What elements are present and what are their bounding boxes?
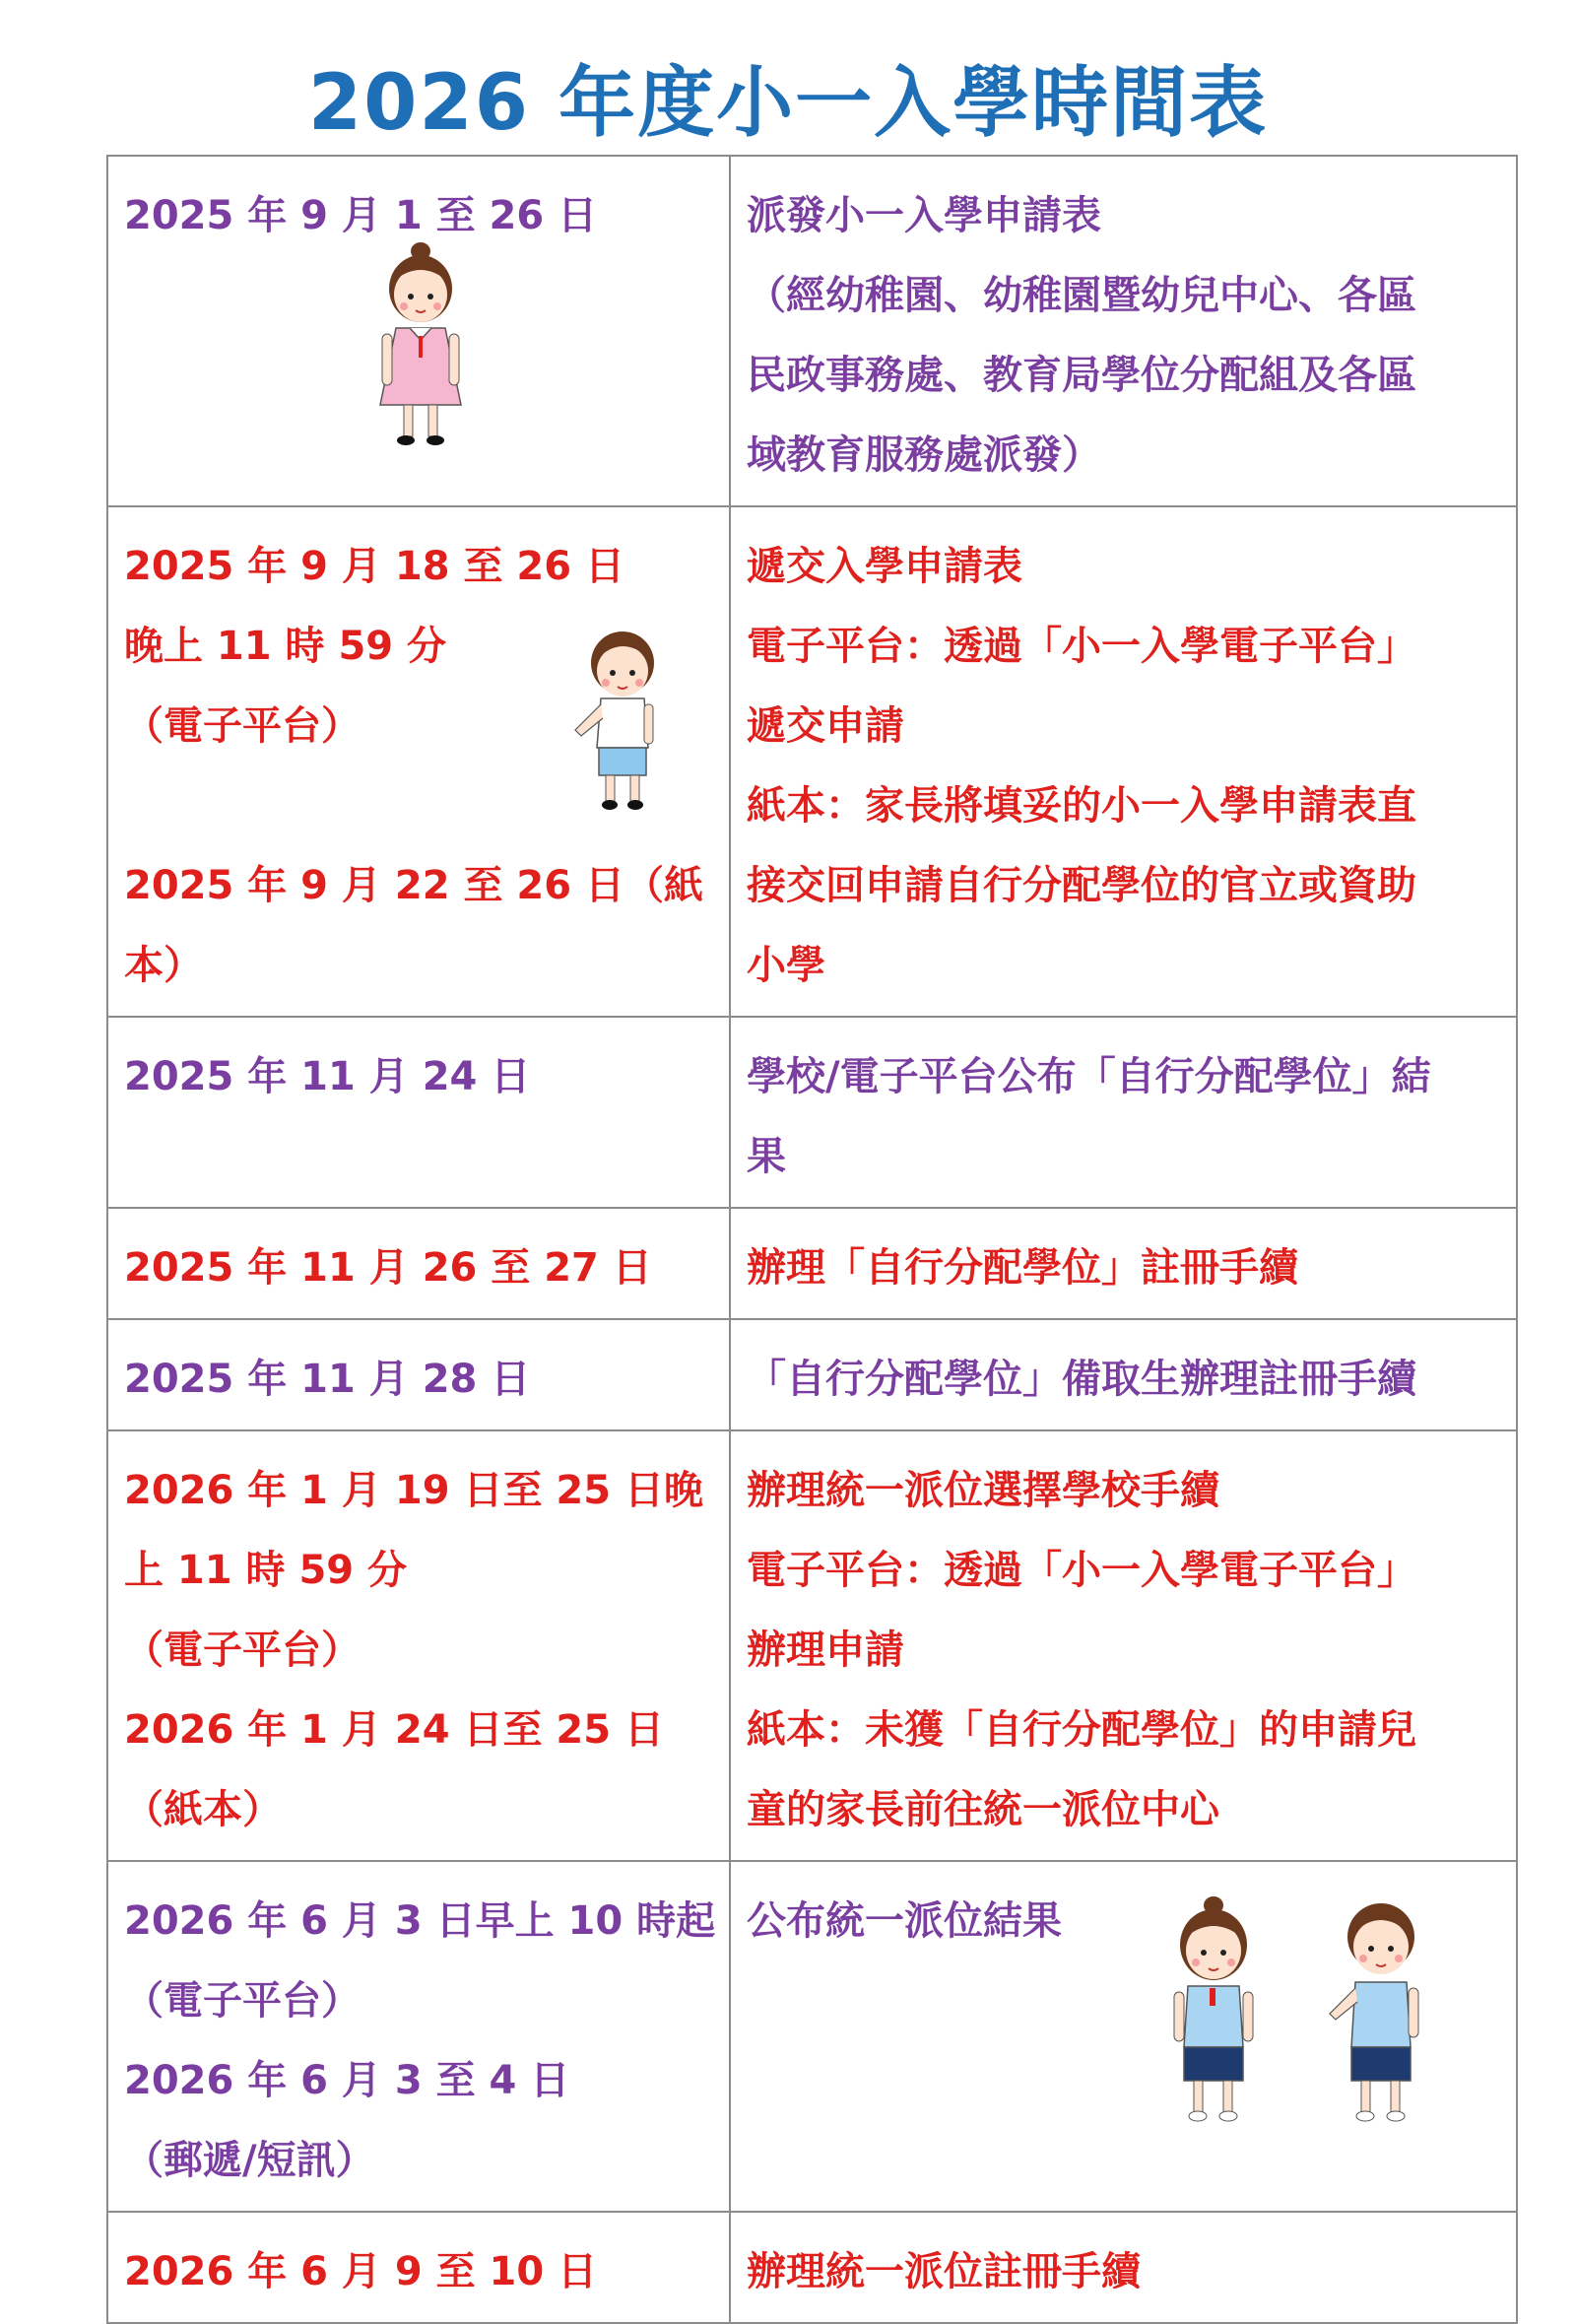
description-cell [730,1861,1517,2212]
description-cell [730,1208,1517,1319]
date-line: （電子平台） [124,703,361,749]
date-line: 2025 年 9 月 18 至 26 日 [124,544,624,589]
description-line: 電子平台：透過「小一入學電子平台」 [747,1548,1416,1593]
description-line: （經幼稚園、幼稚園暨幼兒中心、各區 [747,273,1416,318]
table-row [107,1208,1517,1319]
table-row [107,1017,1517,1208]
girl-pink-dress-icon [366,237,475,454]
description-line: 童的家長前往統一派位中心 [747,1787,1219,1832]
table-row [107,1430,1517,1861]
date-line: 2025 年 11 月 26 至 27 日 [124,1245,652,1291]
date-line: 上 11 時 59 分 [124,1548,408,1593]
description-cell [730,1319,1517,1430]
description-cell [730,156,1517,506]
boy-waving-icon [561,624,670,821]
date-line: 2026 年 6 月 3 至 4 日 [124,2058,570,2103]
date-cell [107,506,730,1017]
description-line: 辦理統一派位註冊手續 [747,2249,1141,2294]
date-cell [107,1861,730,2212]
date-cell [107,1319,730,1430]
description-line: 紙本：未獲「自行分配學位」的申請兒 [747,1707,1416,1753]
date-line: 2025 年 11 月 24 日 [124,1054,531,1099]
date-line: （電子平台） [124,1978,361,2024]
date-line: 本） [124,943,203,988]
date-cell [107,2212,730,2323]
date-line: （紙本） [124,1787,282,1832]
description-cell [730,506,1517,1017]
description-line: 遞交入學申請表 [747,544,1022,589]
table-row [107,506,1517,1017]
description-cell [730,1430,1517,1861]
date-line: 2026 年 1 月 19 日至 25 日晚 [124,1468,703,1513]
description-line: 接交回申請自行分配學位的官立或資助 [747,863,1416,908]
description-line: 紙本：家長將填妥的小一入學申請表直 [747,783,1416,829]
schedule-table [106,155,1518,2324]
description-line: 學校/電子平台公布「自行分配學位」結 [747,1054,1431,1099]
description-line: 遞交申請 [747,703,904,749]
description-line: 派發小一入學申請表 [747,193,1101,238]
description-cell [730,1017,1517,1208]
description-line: 域教育服務處派發） [747,432,1101,478]
date-line: 2026 年 6 月 9 至 10 日 [124,2249,598,2294]
description-line: 小學 [747,943,825,988]
description-line: 公布統一派位結果 [747,1898,1062,1944]
table-row [107,1861,1517,2212]
description-line: 民政事務處、教育局學位分配組及各區 [747,353,1416,398]
table-row [107,2212,1517,2323]
table-row [107,156,1517,506]
date-line: 2026 年 6 月 3 日早上 10 時起 [124,1898,716,1944]
date-cell [107,1430,730,1861]
date-line: 2025 年 9 月 22 至 26 日（紙 [124,863,703,908]
date-line: （郵遞/短訊） [124,2138,375,2183]
date-line: （電子平台） [124,1627,361,1673]
date-cell [107,1017,730,1208]
description-cell [730,2212,1517,2323]
page-title: 2026 年度小一入學時間表 [307,59,1269,148]
date-cell [107,156,730,506]
table-row [107,1319,1517,1430]
date-line: 2025 年 9 月 1 至 26 日 [124,193,598,238]
description-line: 「自行分配學位」備取生辦理註冊手續 [747,1357,1416,1402]
two-students-icon [1145,1890,1460,2146]
description-line: 辦理申請 [747,1627,904,1673]
description-line: 電子平台：透過「小一入學電子平台」 [747,624,1416,669]
description-line: 果 [747,1134,786,1179]
date-line: 2026 年 1 月 24 日至 25 日 [124,1707,664,1753]
date-line: 2025 年 11 月 28 日 [124,1357,531,1402]
date-cell [107,1208,730,1319]
date-line: 晚上 11 時 59 分 [124,624,447,669]
description-line: 辦理「自行分配學位」註冊手續 [747,1245,1298,1291]
description-line: 辦理統一派位選擇學校手續 [747,1468,1219,1513]
